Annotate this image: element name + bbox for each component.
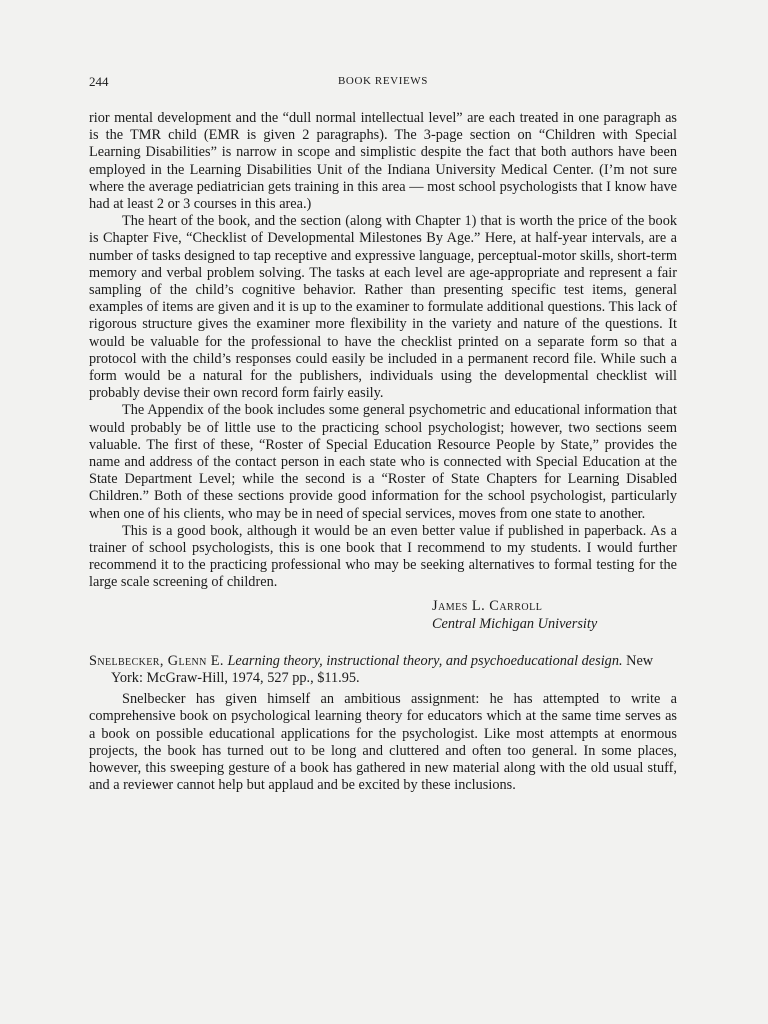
page-number: 244 (89, 74, 109, 89)
running-header (89, 74, 677, 94)
review-paragraph: The heart of the book, and the section (along with Chapter 1) that is worth the price of the book is Chapter Five, “Checklist of Developmental Milestones By Age.” Here, at half-year intervals, are a number of tasks designed to tap receptive and expressive language, perceptual-motor skills, short-term memory and verbal problem solving. The tasks at each level are age-appropriate and represent a fair sampling of the child’s cognitive behavior. Rather than presenting specific test items, general examples of items are given and it is up to the examiner to formulate additional questions. This lack of rigorous structure gives the examiner more flexibility in the variety and nature of the questions. It would be valuable for the professional to have the checklist printed on a separate form so that a protocol with the child’s responses could easily be included in a permanent record file. While such a form would be a natural for the publishers, individuals using the developmental checklist will probably devise their own record form fairly easily. (89, 213, 677, 402)
review-one (89, 110, 677, 592)
book-author: Snelbecker, Glenn E. (89, 652, 224, 669)
review-paragraph: Snelbecker has given himself an ambitious assignment: he has attempted to write a comprehensive book on psychological learning theory for educators which at the same time serves as a book on possible educational applications for the psychologist. Like most attempts at enormous projects, the book has turned out to be long and cluttered and often too general. In some places, however, this sweeping gesture of a book has gathered in new material along with the old usual stuff, and a reviewer cannot help but applaud and be excited by these inclusions. (89, 691, 677, 794)
review-paragraph: The Appendix of the book includes some general psychometric and educational information that would probably be of little use to the practicing school psychologist; however, two sections seem valuable. The first of these, “Roster of Special Education Resource People by State,” provides the name and address of the contact person in each state who is connected with Special Education at the State Department Level; while the second is a “Roster of State Chapters for Learning Disabled Children.” Both of these sections provide good information for the school psychologist, particularly when one of his clients, who may be in need of special services, moves from one state to another. (89, 402, 677, 522)
reviewer-name: James L. Carroll (432, 597, 543, 614)
reviewer-affiliation: Central Michigan University (432, 615, 598, 632)
review-paragraph: rior mental development and the “dull normal intellectual level” are each treated in one paragraph as is the TMR child (EMR is given 2 paragraphs). The 3-page section on “Children with Special Learning Disabilities” is narrow in scope and simplistic despite the fact that both authors have been employed in the Learning Disabilities Unit of the Indiana University Medical Center. (I’m not sure where the average pediatrician gets training in this area — most school psychologists that I know have had at least 2 or 3 courses in this area.) (89, 110, 677, 213)
journal-page (89, 74, 677, 794)
book-publication: New York: McGraw-Hill, 1974, 527 pp., $11.95. (111, 652, 654, 686)
review-paragraph: This is a good book, although it would be an even better value if published in paperback. As a trainer of school psychologists, this is one book that I recommend to my students. I would further recommend it to the practicing professional who may be seeking alternatives to formal testing for the large scale screening of children. (89, 522, 677, 591)
section-title: BOOK REVIEWS (337, 75, 428, 87)
reviewer-signature (89, 597, 677, 633)
book-title: Learning theory, instructional theory, and psychoeducational design. (227, 652, 623, 669)
review-two (89, 691, 677, 794)
book-citation (89, 653, 677, 687)
